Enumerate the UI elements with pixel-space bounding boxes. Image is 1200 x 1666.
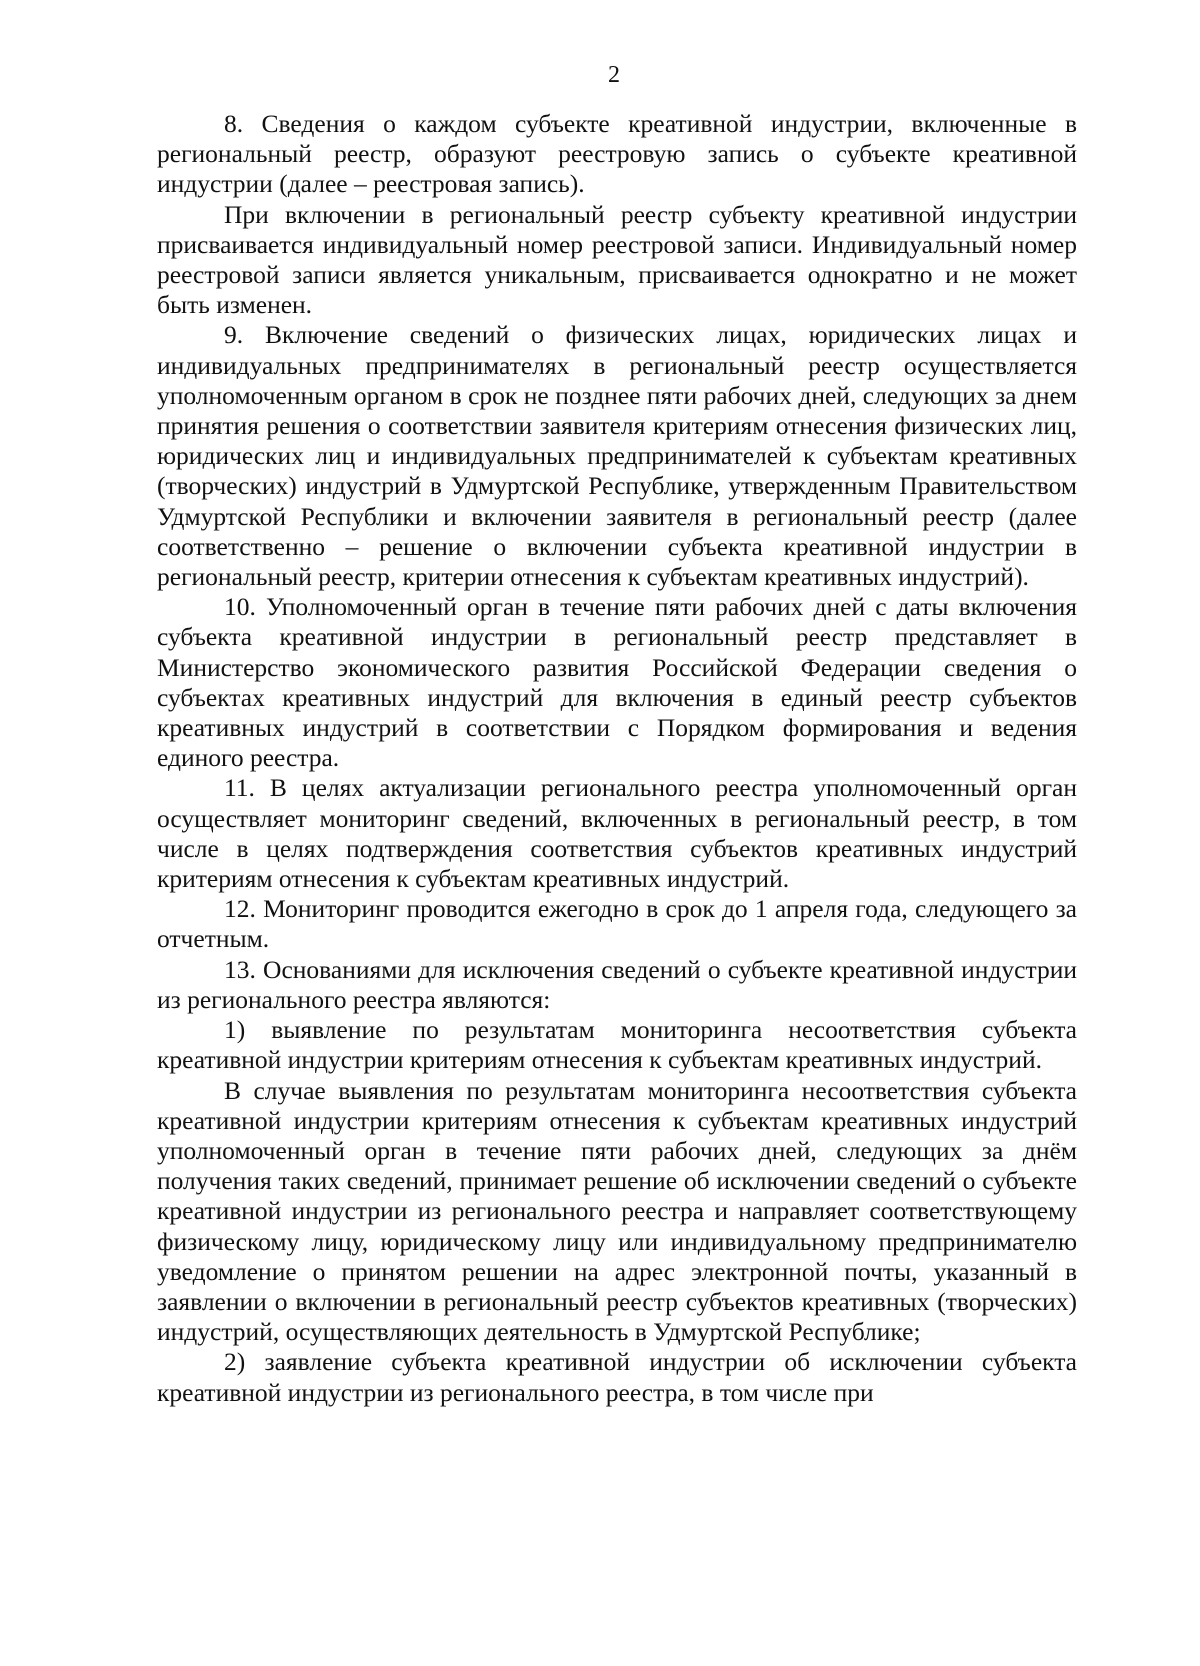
paragraph-13-item-1-detail: В случае выявления по результатам мониторинга несоответствия субъекта креативной индустрии критериям отнесения к субъектам креативных индустрий уполномоченный орган в течение пяти рабочих дней, следующих за днём получения таких сведений, принимает решение об исключении сведений о субъекте креативной индустрии из регионального реестра и направляет соответствующему физическому лицу, юридическому лицу или индивидуальному предпринимателю уведомление о принятом решении на адрес электронной почты, указанный в заявлении о включении в региональный реестр субъектов креативных (творческих) индустрий, осуществляющих деятельность в Удмуртской Республике; — [157, 1075, 1077, 1347]
paragraph-10: 10. Уполномоченный орган в течение пяти рабочих дней с даты включения субъекта креативной индустрии в региональный реестр представляет в Министерство экономического развития Российской Федерации сведения о субъектах креативных индустрий для включения в единый реестр субъектов креативных индустрий в соответствии с Порядком формирования и ведения единого реестра. — [157, 592, 1077, 773]
document-body — [157, 109, 1077, 1408]
paragraph-13-item-2: 2) заявление субъекта креативной индустрии об исключении субъекта креативной индустрии из регионального реестра, в том числе при — [157, 1347, 1077, 1407]
paragraph-9: 9. Включение сведений о физических лицах, юридических лицах и индивидуальных предпринимателях в региональный реестр осуществляется уполномоченным органом в срок не позднее пяти рабочих дней, следующих за днем принятия решения о соответствии заявителя критериям отнесения физических лиц, юридических лиц и индивидуальных предпринимателей к субъектам креативных (творческих) индустрий в Удмуртской Республике, утвержденным Правительством Удмуртской Республики и включении заявителя в региональный реестр (далее соответственно – решение о включении субъекта креативной индустрии в региональный реестр, критерии отнесения к субъектам креативных индустрий). — [157, 320, 1077, 592]
paragraph-13-item-1: 1) выявление по результатам мониторинга несоответствия субъекта креативной индустрии критериям отнесения к субъектам креативных индустрий. — [157, 1015, 1077, 1075]
page-number: 2 — [608, 62, 620, 88]
paragraph-11: 11. В целях актуализации регионального реестра уполномоченный орган осуществляет мониторинг сведений, включенных в региональный реестр, в том числе в целях подтверждения соответствия субъектов креативных индустрий критериям отнесения к субъектам креативных индустрий. — [157, 773, 1077, 894]
paragraph-13: 13. Основаниями для исключения сведений о субъекте креативной индустрии из регионального реестра являются: — [157, 954, 1077, 1014]
paragraph-8: 8. Сведения о каждом субъекте креативной индустрии, включенные в региональный реестр, образуют реестровую запись о субъекте креативной индустрии (далее – реестровая запись). — [157, 109, 1077, 199]
paragraph-12: 12. Мониторинг проводится ежегодно в срок до 1 апреля года, следующего за отчетным. — [157, 894, 1077, 954]
paragraph-8-registry-number: При включении в региональный реестр субъекту креативной индустрии присваивается индивидуальный номер реестровой записи. Индивидуальный номер реестровой записи является уникальным, присваивается однократно и не может быть изменен. — [157, 199, 1077, 320]
